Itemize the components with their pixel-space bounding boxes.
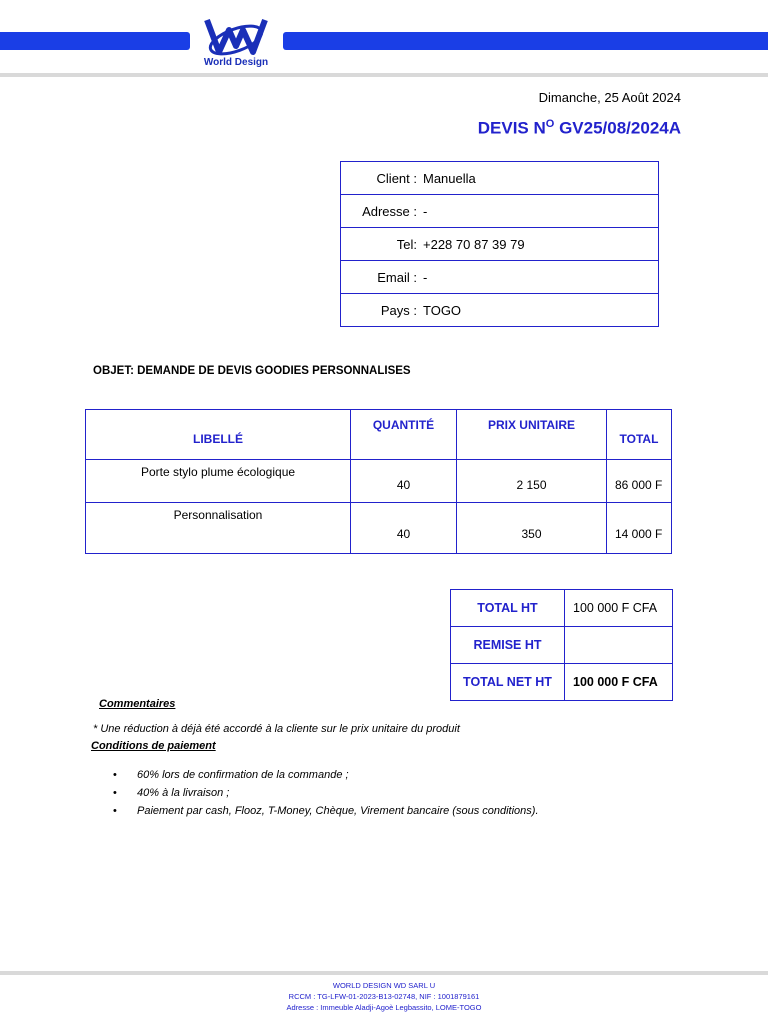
- total-net-ht-row: [451, 664, 673, 701]
- footer-company: WORLD DESIGN WD SARL U: [332, 981, 436, 990]
- remise-ht-value: [565, 627, 673, 664]
- comments-title: Commentaires: [99, 698, 176, 710]
- list-item: • 60% lors de confirmation de la commande ;: [113, 769, 349, 781]
- cell-quantite: 40: [351, 503, 457, 554]
- remise-ht-row: [451, 627, 673, 664]
- header-libelle: LIBELLÉ: [86, 410, 351, 460]
- world-design-logo-icon: [203, 16, 269, 58]
- list-item: • Paiement par cash, Flooz, T-Money, Chèque, Virement bancaire (sous conditions).: [113, 805, 539, 817]
- table-row: [86, 503, 672, 554]
- client-row: Client : Manuella: [341, 162, 659, 195]
- payment-conditions-title: Conditions de paiement: [91, 740, 216, 752]
- header-prix-unitaire: PRIX UNITAIRE: [457, 410, 607, 460]
- header-bar-left: [0, 32, 190, 50]
- comments-text: * Une réduction à déjà été accordé à la cliente sur le prix unitaire du produit: [93, 723, 460, 735]
- cell-total: 86 000 F: [607, 460, 672, 503]
- total-ht-row: [451, 590, 673, 627]
- bullet-icon: •: [113, 769, 117, 781]
- header-total: TOTAL: [607, 410, 672, 460]
- client-info-table: [340, 161, 659, 327]
- total-net-ht-value: 100 000 F CFA: [565, 664, 673, 701]
- cell-prix: 350: [457, 503, 607, 554]
- bullet-icon: •: [113, 805, 117, 817]
- list-item: • 40% à la livraison ;: [113, 787, 230, 799]
- bullet-icon: •: [113, 787, 117, 799]
- totals-table: [450, 589, 673, 701]
- header-quantite: QUANTITÉ: [351, 410, 457, 460]
- total-net-ht-label: TOTAL NET HT: [451, 664, 565, 701]
- total-ht-label: TOTAL HT: [451, 590, 565, 627]
- header-divider: [0, 73, 768, 77]
- address-row: Adresse : -: [341, 195, 659, 228]
- total-ht-value: 100 000 F CFA: [565, 590, 673, 627]
- remise-ht-label: REMISE HT: [451, 627, 565, 664]
- payment-conditions-list: [113, 769, 539, 823]
- footer-rccm: RCCM : TG-LFW-01-2023-B13-02748, NIF : 1001879161: [288, 992, 480, 1001]
- table-row: [86, 460, 672, 503]
- subject-line: OBJET: DEMANDE DE DEVIS GOODIES PERSONNALISES: [93, 365, 411, 377]
- document-date: Dimanche, 25 Août 2024: [538, 90, 681, 105]
- phone-row: Tel: +228 70 87 39 79: [341, 228, 659, 261]
- footer-divider: [0, 971, 768, 975]
- email-row: Email : -: [341, 261, 659, 294]
- cell-libelle: Porte stylo plume écologique: [86, 460, 351, 503]
- logo-text: World Design: [203, 57, 269, 68]
- cell-quantite: 40: [351, 460, 457, 503]
- cell-libelle: Personnalisation: [86, 503, 351, 554]
- header-bar-right: [283, 32, 768, 50]
- footer-address: Adresse : Immeuble Aladji-Agoè Legbassito, LOME-TOGO: [286, 1003, 482, 1012]
- country-row: Pays : TOGO: [341, 294, 659, 327]
- devis-number: DEVIS $N^O$ GV25/08/2024A: [477, 118, 681, 138]
- cell-total: 14 000 F: [607, 503, 672, 554]
- items-header-row: [86, 410, 672, 460]
- items-table: [85, 409, 672, 554]
- cell-prix: 2 150: [457, 460, 607, 503]
